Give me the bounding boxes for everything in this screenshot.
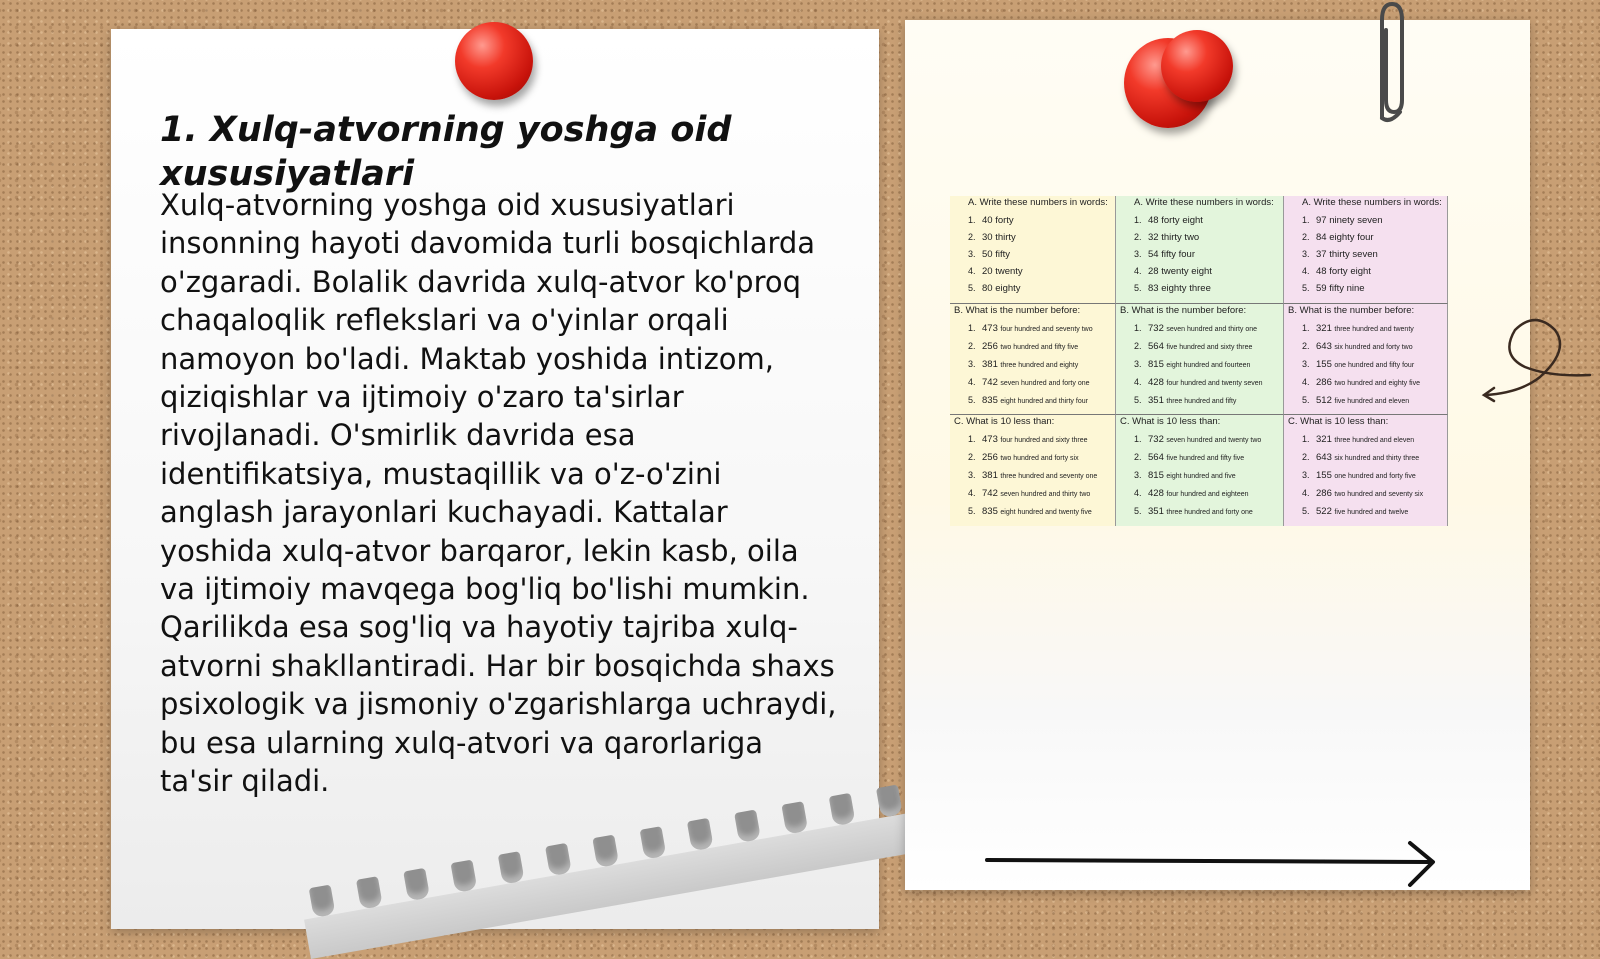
worksheet-item — [954, 467, 1111, 485]
worksheet-item-answer: six hundred and forty two — [1334, 344, 1413, 351]
worksheet-item-number: 1. — [968, 323, 976, 333]
spiral-hole — [687, 818, 714, 851]
worksheet-item-number: 3. — [1302, 249, 1310, 259]
worksheet-item-value: 815 — [1148, 359, 1164, 370]
worksheet-item — [1120, 503, 1279, 521]
worksheet-item-value: 512 — [1316, 395, 1332, 406]
arrow-right-icon — [985, 840, 1445, 890]
worksheet-item — [1120, 392, 1279, 410]
push-pin-icon — [1161, 30, 1233, 102]
worksheet-item-value: 381 — [982, 359, 998, 370]
worksheet-item-answer: eight hundred and thirty four — [1000, 398, 1088, 405]
worksheet-item-number: 4. — [1134, 377, 1142, 387]
worksheet-item-number: 2. — [1134, 232, 1142, 242]
worksheet-item-value: 32 thirty two — [1148, 232, 1200, 243]
worksheet-item-value: 84 eighty four — [1316, 232, 1374, 243]
worksheet-item-number: 3. — [968, 470, 976, 480]
worksheet-item — [954, 212, 1111, 229]
note-title: 1. Xulq-atvorning yoshga oid xususiyatlari — [160, 110, 732, 194]
worksheet-item-answer: two hundred and seventy six — [1334, 491, 1424, 498]
worksheet-item-value: 473 — [982, 434, 998, 445]
worksheet-item — [1288, 356, 1443, 374]
worksheet-item-answer: four hundred and twenty seven — [1166, 380, 1263, 387]
worksheet-item-value: 815 — [1148, 470, 1164, 481]
worksheet-item-number: 4. — [1302, 488, 1310, 498]
worksheet-item-answer: eight hundred and five — [1166, 473, 1236, 480]
worksheet-item — [954, 356, 1111, 374]
worksheet-item-number: 3. — [968, 359, 976, 369]
worksheet-item-number: 3. — [1302, 470, 1310, 480]
worksheet-item-answer: four hundred and eighteen — [1166, 491, 1249, 498]
worksheet-section-heading: B. What is the number before: — [1120, 305, 1247, 316]
worksheet-item-number: 1. — [1134, 434, 1142, 444]
worksheet-item-number: 3. — [1134, 470, 1142, 480]
worksheet-item-answer: three hundred and twenty — [1334, 326, 1414, 333]
worksheet-item-value: 155 — [1316, 470, 1332, 481]
worksheet-item — [1120, 212, 1279, 229]
worksheet-item — [1120, 449, 1279, 467]
worksheet-cell — [1284, 196, 1448, 304]
worksheet-item-value: 30 thirty — [982, 232, 1016, 243]
worksheet-item — [1120, 356, 1279, 374]
worksheet-item-value: 286 — [1316, 377, 1332, 388]
loop-arrow-doodle-icon — [1480, 315, 1595, 405]
worksheet-item — [954, 503, 1111, 521]
worksheet-item-number: 2. — [1302, 452, 1310, 462]
worksheet-item — [1288, 392, 1443, 410]
worksheet-item — [954, 263, 1111, 280]
worksheet-section-heading: A. Write these numbers in words: — [1302, 197, 1442, 208]
worksheet-item-answer: three hundred and fifty — [1166, 398, 1237, 405]
worksheet-item — [954, 449, 1111, 467]
spiral-hole — [498, 851, 525, 884]
worksheet-item — [1288, 263, 1443, 280]
worksheet-cell — [1116, 415, 1284, 526]
worksheet-item-number: 5. — [1134, 506, 1142, 516]
worksheet-section-heading: A. Write these numbers in words: — [968, 197, 1108, 208]
worksheet-item-answer: three hundred and forty one — [1166, 509, 1253, 516]
worksheet-item — [1288, 320, 1443, 338]
worksheet-item-answer: three hundred and seventy one — [1000, 473, 1098, 480]
worksheet-item-value: 428 — [1148, 377, 1164, 388]
worksheet-item-value: 256 — [982, 341, 998, 352]
worksheet-item-number: 4. — [1302, 266, 1310, 276]
worksheet-item-answer: four hundred and seventy two — [1000, 326, 1093, 333]
worksheet-item — [954, 392, 1111, 410]
worksheet-section-heading: C. What is 10 less than: — [954, 416, 1055, 427]
worksheet-item — [1120, 263, 1279, 280]
worksheet-item — [954, 280, 1111, 297]
worksheet-section-heading: A. Write these numbers in words: — [1134, 197, 1274, 208]
worksheet-item — [1288, 246, 1443, 263]
worksheet-item-answer: one hundred and forty five — [1334, 473, 1416, 480]
worksheet-item — [1288, 338, 1443, 356]
worksheet-cell — [1284, 304, 1448, 415]
worksheet-item — [954, 246, 1111, 263]
worksheet-item-value: 835 — [982, 506, 998, 517]
spiral-hole — [309, 885, 336, 918]
worksheet-item-answer: one hundred and fifty four — [1334, 362, 1415, 369]
worksheet-item — [954, 485, 1111, 503]
spiral-hole — [592, 834, 619, 867]
worksheet-item — [954, 374, 1111, 392]
spiral-hole — [734, 809, 761, 842]
torn-edge-strip — [304, 812, 922, 959]
worksheet-item-value: 83 eighty three — [1148, 283, 1211, 294]
worksheet-section-heading: B. What is the number before: — [1288, 305, 1415, 316]
spiral-hole — [545, 843, 572, 876]
spiral-hole — [356, 876, 383, 909]
worksheet-item-number: 1. — [968, 434, 976, 444]
worksheet-item-value: 643 — [1316, 452, 1332, 463]
worksheet-item-value: 742 — [982, 488, 998, 499]
worksheet-item-value: 50 fifty — [982, 249, 1010, 260]
worksheet-item-answer: seven hundred and thirty one — [1166, 326, 1258, 333]
worksheet-cell — [950, 415, 1116, 526]
worksheet-item-number: 2. — [1302, 232, 1310, 242]
worksheet-item-value: 732 — [1148, 323, 1164, 334]
worksheet-item-value: 59 fifty nine — [1316, 283, 1365, 294]
worksheet-item-number: 5. — [1134, 283, 1142, 293]
worksheet-item-number: 5. — [968, 506, 976, 516]
worksheet-item-answer: seven hundred and twenty two — [1166, 437, 1262, 444]
worksheet-item-number: 5. — [1134, 395, 1142, 405]
worksheet-cell — [950, 304, 1116, 415]
worksheet-item-value: 40 forty — [982, 215, 1014, 226]
worksheet-item — [1288, 503, 1443, 521]
worksheet-item-number: 2. — [968, 232, 976, 242]
worksheet-item — [1120, 320, 1279, 338]
worksheet-item-value: 351 — [1148, 506, 1164, 517]
worksheet-cell — [1284, 415, 1448, 526]
worksheet-item-answer: seven hundred and thirty two — [1000, 491, 1091, 498]
worksheet-item-value: 48 forty eight — [1316, 266, 1371, 277]
worksheet-item-value: 37 thirty seven — [1316, 249, 1378, 260]
worksheet-item-answer: three hundred and eleven — [1334, 437, 1415, 444]
worksheet-item-number: 1. — [1302, 323, 1310, 333]
worksheet-item — [1120, 467, 1279, 485]
worksheet-item-answer: eight hundred and fourteen — [1166, 362, 1251, 369]
worksheet-cell — [1116, 304, 1284, 415]
paperclip-icon — [1370, 0, 1410, 125]
worksheet-item-value: 732 — [1148, 434, 1164, 445]
worksheet-cell — [1116, 196, 1284, 304]
worksheet-item-number: 4. — [968, 266, 976, 276]
worksheet-item-value: 48 forty eight — [1148, 215, 1203, 226]
worksheet-item — [1288, 485, 1443, 503]
push-pin-icon — [455, 22, 533, 100]
worksheet-item-number: 3. — [968, 249, 976, 259]
spiral-hole — [403, 868, 430, 901]
worksheet-item-value: 256 — [982, 452, 998, 463]
worksheet-item-number: 2. — [968, 452, 976, 462]
worksheet-item-value: 835 — [982, 395, 998, 406]
worksheet-item-number: 1. — [1134, 323, 1142, 333]
worksheet-item-value: 97 ninety seven — [1316, 215, 1383, 226]
worksheet-item — [1120, 338, 1279, 356]
worksheet-item — [954, 338, 1111, 356]
worksheet-item — [954, 229, 1111, 246]
worksheet-item-number: 5. — [968, 283, 976, 293]
worksheet-item-number: 2. — [1302, 341, 1310, 351]
worksheet-item-value: 643 — [1316, 341, 1332, 352]
worksheet-item — [1120, 374, 1279, 392]
worksheet-item-number: 5. — [1302, 283, 1310, 293]
worksheet-item-answer: five hundred and twelve — [1334, 509, 1409, 516]
worksheet-item-value: 321 — [1316, 434, 1332, 445]
worksheet-item-number: 4. — [1134, 266, 1142, 276]
worksheet-item-answer: two hundred and forty six — [1000, 455, 1079, 462]
worksheet-item-answer: five hundred and fifty five — [1166, 455, 1245, 462]
math-worksheet-image — [950, 196, 1448, 526]
worksheet-item — [1120, 431, 1279, 449]
note-body-text: Xulq-atvorning yoshga oid xususiyatlari insonning hayoti davomida turli bosqichlarda o'zgaradi. Bolalik davrida xulq-atvor ko'proq chaqaloqlik reflekslari va o'yinlar orqali namoyon bo'ladi. Maktab yoshida intizom, qiziqishlar va ijtimoiy o'zaro ta'sirlar rivojlanadi. O'smirlik davrida esa identifikatsiya, mustaqillik va o'z-o'zini anglash jarayonlari kuchayadi. Kattalar yoshida xulq-atvor barqaror, lekin kasb, oila va ijtimoiy mavqega bog'liq bo'lishi mumkin. Qarilikda esa sog'liq va hayotiy tajriba xulq-atvorni shakllantiradi. Har bir bosqichda shaxs psixologik va jismoniy o'zgarishlarga uchraydi, bu esa ularning xulq-atvori va qarorlariga ta'sir qiladi. — [160, 188, 837, 799]
worksheet-item-value: 742 — [982, 377, 998, 388]
worksheet-item-value: 155 — [1316, 359, 1332, 370]
worksheet-item — [1288, 449, 1443, 467]
worksheet-item-value: 522 — [1316, 506, 1332, 517]
worksheet-item-value: 381 — [982, 470, 998, 481]
worksheet-item-answer: five hundred and sixty three — [1166, 344, 1253, 351]
worksheet-item-value: 80 eighty — [982, 283, 1021, 294]
worksheet-item-number: 5. — [968, 395, 976, 405]
worksheet-section-heading: B. What is the number before: — [954, 305, 1081, 316]
worksheet-item-value: 564 — [1148, 452, 1164, 463]
worksheet-item-number: 1. — [968, 215, 976, 225]
worksheet-item-number: 1. — [1302, 434, 1310, 444]
worksheet-item — [1288, 229, 1443, 246]
worksheet-item-value: 321 — [1316, 323, 1332, 334]
worksheet-item-answer: seven hundred and forty one — [1000, 380, 1090, 387]
worksheet-item — [1288, 467, 1443, 485]
worksheet-item-number: 3. — [1302, 359, 1310, 369]
worksheet-item-value: 351 — [1148, 395, 1164, 406]
worksheet-item — [954, 320, 1111, 338]
worksheet-item-number: 2. — [1134, 341, 1142, 351]
worksheet-item-number: 2. — [1134, 452, 1142, 462]
worksheet-item-answer: five hundred and eleven — [1334, 398, 1410, 405]
worksheet-item-value: 28 twenty eight — [1148, 266, 1212, 277]
worksheet-item-number: 4. — [968, 488, 976, 498]
spiral-hole — [640, 826, 667, 859]
worksheet-cell — [950, 196, 1116, 304]
worksheet-item-number: 5. — [1302, 395, 1310, 405]
worksheet-item-number: 4. — [1302, 377, 1310, 387]
worksheet-item — [1288, 431, 1443, 449]
worksheet-item — [1288, 212, 1443, 229]
worksheet-item-value: 286 — [1316, 488, 1332, 499]
worksheet-item-value: 564 — [1148, 341, 1164, 352]
worksheet-item — [1120, 280, 1279, 297]
spiral-hole — [781, 801, 808, 834]
worksheet-item-answer: six hundred and thirty three — [1334, 455, 1420, 462]
worksheet-item — [1120, 229, 1279, 246]
spiral-hole — [876, 784, 903, 817]
worksheet-item — [1120, 246, 1279, 263]
worksheet-item-answer: three hundred and eighty — [1000, 362, 1079, 369]
worksheet-item-answer: four hundred and sixty three — [1000, 437, 1088, 444]
worksheet-item-number: 4. — [1134, 488, 1142, 498]
worksheet-item-answer: two hundred and fifty five — [1000, 344, 1079, 351]
worksheet-item-number: 3. — [1134, 249, 1142, 259]
worksheet-item — [1120, 485, 1279, 503]
worksheet-section-heading: C. What is 10 less than: — [1288, 416, 1389, 427]
worksheet-item-number: 4. — [968, 377, 976, 387]
worksheet-item-answer: eight hundred and twenty five — [1000, 509, 1092, 516]
worksheet-item-value: 428 — [1148, 488, 1164, 499]
worksheet-item-number: 5. — [1302, 506, 1310, 516]
spiral-hole — [451, 860, 478, 893]
worksheet-item-number: 3. — [1134, 359, 1142, 369]
worksheet-item-value: 54 fifty four — [1148, 249, 1195, 260]
worksheet-item-value: 473 — [982, 323, 998, 334]
worksheet-item-number: 1. — [1134, 215, 1142, 225]
worksheet-item-number: 1. — [1302, 215, 1310, 225]
worksheet-item-number: 2. — [968, 341, 976, 351]
worksheet-item — [1288, 280, 1443, 297]
worksheet-item — [954, 431, 1111, 449]
worksheet-section-heading: C. What is 10 less than: — [1120, 416, 1221, 427]
worksheet-item-value: 20 twenty — [982, 266, 1023, 277]
worksheet-item — [1288, 374, 1443, 392]
worksheet-item-answer: two hundred and eighty five — [1334, 380, 1420, 387]
